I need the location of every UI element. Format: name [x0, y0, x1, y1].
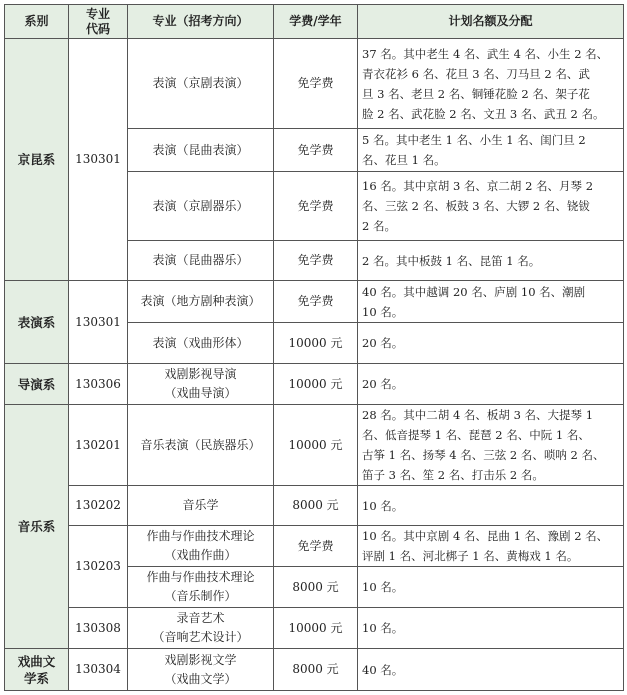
fee-cell: 8000 元	[274, 486, 358, 526]
fee-cell: 10000 元	[274, 323, 358, 364]
fee-cell: 免学费	[274, 39, 358, 129]
quota-cell: 10 名。	[358, 567, 624, 608]
quota-cell: 20 名。	[358, 364, 624, 405]
fee-cell: 免学费	[274, 172, 358, 241]
quota-cell: 2 名。其中板鼓 1 名、昆笛 1 名。	[358, 241, 624, 281]
quota-cell: 10 名。	[358, 608, 624, 649]
quota-cell: 5 名。其中老生 1 名、小生 1 名、闺门旦 2 名、花旦 1 名。	[358, 129, 624, 172]
code-cell: 130202	[69, 486, 128, 526]
dept-cell: 音乐系	[5, 405, 69, 649]
major-cell: 表演（昆曲表演）	[128, 129, 274, 172]
dept-cell: 表演系	[5, 281, 69, 364]
quota-cell: 20 名。	[358, 323, 624, 364]
dept-cell: 导演系	[5, 364, 69, 405]
code-cell: 130203	[69, 526, 128, 608]
table-row	[5, 281, 624, 323]
fee-cell: 免学费	[274, 129, 358, 172]
header-code: 专业 代码	[69, 5, 128, 39]
major-cell: 表演（京剧器乐）	[128, 172, 274, 241]
fee-cell: 免学费	[274, 281, 358, 323]
table-row	[5, 405, 624, 486]
major-cell: 戏剧影视导演 （戏曲导演）	[128, 364, 274, 405]
table-row	[5, 364, 624, 405]
code-cell: 130306	[69, 364, 128, 405]
major-cell: 作曲与作曲技术理论 （戏曲作曲）	[128, 526, 274, 567]
code-cell: 130301	[69, 281, 128, 364]
quota-cell: 37 名。其中老生 4 名、武生 4 名、小生 2 名、 青衣花衫 6 名、花旦 3 名、刀马旦 2 名、武 旦 3 名、老旦 2 名、铜锤花脸 2 名、架子花 脸 2 名、武花脸 2 名、文丑 3 名、武丑 2 名。	[358, 39, 624, 129]
fee-cell: 10000 元	[274, 608, 358, 649]
header-quota: 计划名额及分配	[358, 5, 624, 39]
table-row	[5, 608, 624, 649]
code-cell: 130304	[69, 649, 128, 691]
major-cell: 音乐学	[128, 486, 274, 526]
major-cell: 录音艺术 （音响艺术设计）	[128, 608, 274, 649]
dept-cell: 戏曲文 学系	[5, 649, 69, 691]
fee-cell: 8000 元	[274, 567, 358, 608]
fee-cell: 免学费	[274, 241, 358, 281]
table-row	[5, 649, 624, 691]
header-row	[5, 5, 624, 39]
quota-cell: 40 名。	[358, 649, 624, 691]
major-cell: 作曲与作曲技术理论 （音乐制作）	[128, 567, 274, 608]
fee-cell: 8000 元	[274, 649, 358, 691]
enrollment-plan-table	[4, 4, 624, 691]
code-cell: 130301	[69, 39, 128, 281]
fee-cell: 免学费	[274, 526, 358, 567]
code-cell: 130308	[69, 608, 128, 649]
quota-cell: 10 名。	[358, 486, 624, 526]
header-dept: 系别	[5, 5, 69, 39]
major-cell: 表演（昆曲器乐）	[128, 241, 274, 281]
quota-cell: 40 名。其中越调 20 名、庐剧 10 名、潮剧 10 名。	[358, 281, 624, 323]
quota-cell: 16 名。其中京胡 3 名、京二胡 2 名、月琴 2 名、三弦 2 名、板鼓 3 名、大锣 2 名、铙钹 2 名。	[358, 172, 624, 241]
fee-cell: 10000 元	[274, 405, 358, 486]
quota-cell: 10 名。其中京剧 4 名、昆曲 1 名、豫剧 2 名、 评剧 1 名、河北梆子 1 名、黄梅戏 1 名。	[358, 526, 624, 567]
header-major: 专业（招考方向）	[128, 5, 274, 39]
major-cell: 表演（地方剧种表演）	[128, 281, 274, 323]
code-cell: 130201	[69, 405, 128, 486]
major-cell: 表演（京剧表演）	[128, 39, 274, 129]
major-cell: 戏剧影视文学 （戏曲文学）	[128, 649, 274, 691]
major-cell: 表演（戏曲形体）	[128, 323, 274, 364]
fee-cell: 10000 元	[274, 364, 358, 405]
major-cell: 音乐表演（民族器乐）	[128, 405, 274, 486]
dept-cell: 京昆系	[5, 39, 69, 281]
table-row	[5, 486, 624, 526]
header-fee: 学费/学年	[274, 5, 358, 39]
table-row	[5, 526, 624, 567]
table-row	[5, 39, 624, 129]
quota-cell: 28 名。其中二胡 4 名、板胡 3 名、大提琴 1 名、低音提琴 1 名、琵琶 2 名、中阮 1 名、 古筝 1 名、扬琴 4 名、三弦 2 名、唢呐 2 名、 笛子 3 名、笙 2 名、打击乐 2 名。	[358, 405, 624, 486]
